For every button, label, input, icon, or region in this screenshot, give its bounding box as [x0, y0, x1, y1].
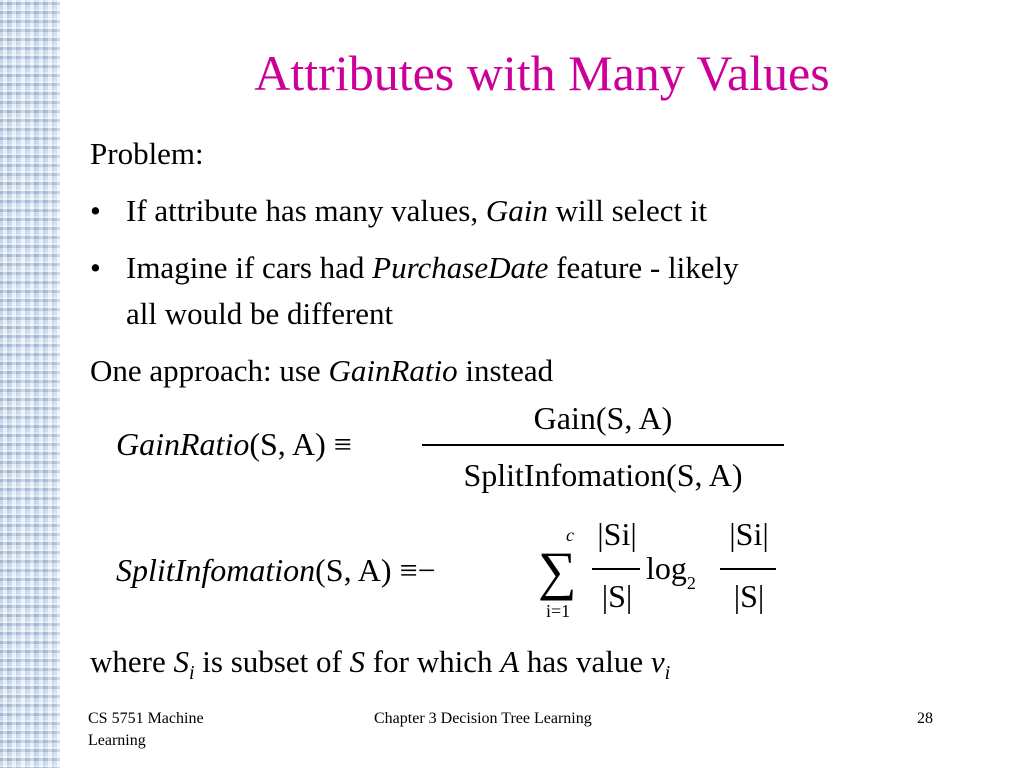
- frac-bar: [592, 568, 640, 570]
- approach-text: One approach: use GainRatio instead: [90, 353, 554, 388]
- bullet-marker: •: [90, 250, 101, 285]
- footer-chapter: Chapter 3 Decision Tree Learning: [374, 710, 592, 727]
- decorative-side-strip: [0, 0, 60, 768]
- bullet-marker: •: [90, 193, 101, 228]
- bullet-purchasedate-continuation: all would be different: [126, 296, 394, 331]
- problem-label: Problem:: [90, 136, 204, 171]
- log-function: $\log_2$: [646, 550, 696, 593]
- frac-numerator-si: |Si|: [597, 516, 637, 552]
- splitinfo-lhs: SplitInfomation(S, A) ≡−: [116, 552, 436, 588]
- summation-symbol: ∑: [538, 541, 577, 601]
- sum-lower-limit: i=1: [546, 601, 571, 621]
- sum-upper-limit: c: [566, 525, 574, 545]
- frac-bar: [720, 568, 776, 570]
- slide-title: Attributes with Many Values: [254, 45, 830, 101]
- where-text: where $S_i$ is subset of S for which A has value $v_i$: [90, 644, 671, 685]
- gainratio-denominator: SplitInfomation(S, A): [463, 457, 743, 493]
- frac-numerator-si: |Si|: [729, 516, 769, 552]
- gainratio-fraction-bar: [422, 444, 784, 446]
- footer-page-number: 28: [917, 710, 933, 727]
- bullet-gain-text: If attribute has many values, Gain will select it: [126, 193, 708, 228]
- frac-denominator-s: |S|: [733, 578, 765, 614]
- gainratio-numerator: Gain(S, A): [533, 400, 673, 436]
- frac-denominator-s: |S|: [601, 578, 633, 614]
- bullet-purchasedate-text: Imagine if cars had PurchaseDate feature - likely: [126, 250, 739, 285]
- footer-course: CS 5751 Machine Learning: [88, 710, 204, 749]
- gainratio-lhs: GainRatio(S, A) ≡: [116, 426, 352, 462]
